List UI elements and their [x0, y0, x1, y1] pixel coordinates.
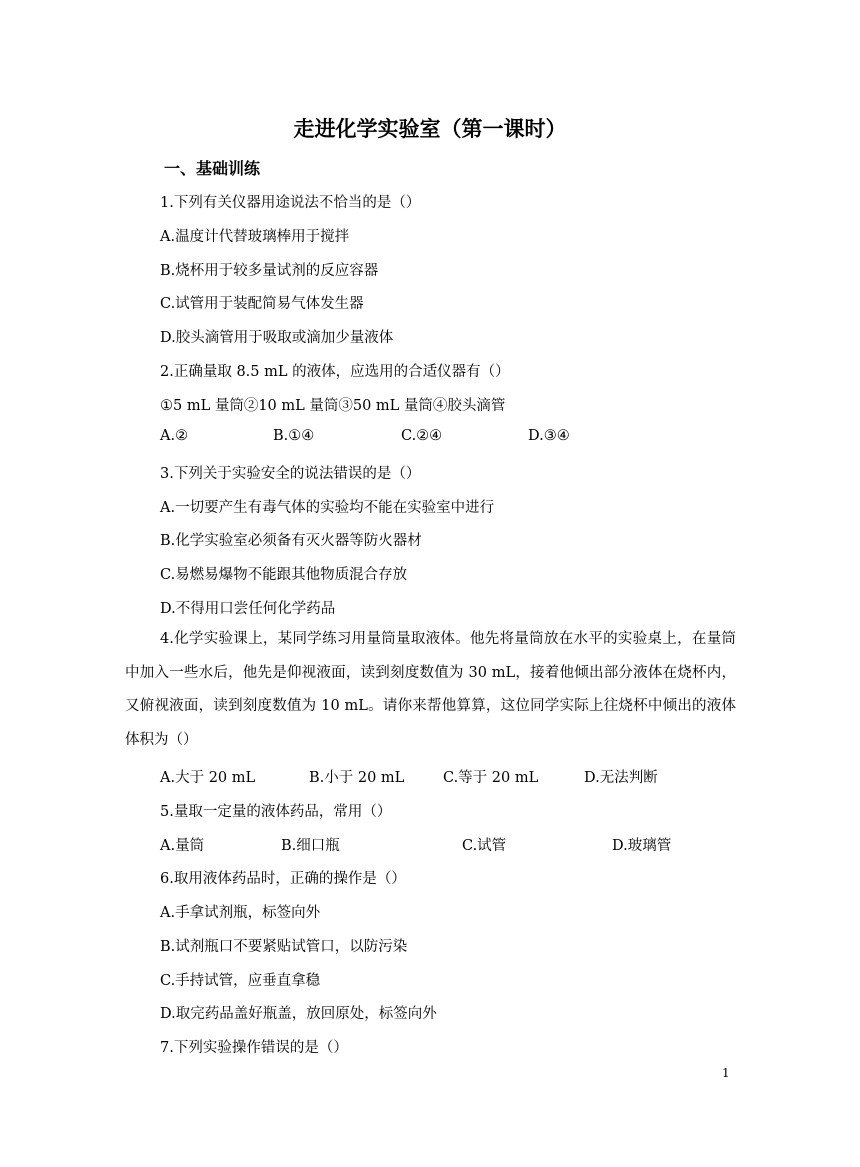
- question-3-option-d: D.不得用口尝任何化学药品: [160, 601, 336, 617]
- question-4-option-d: D.无法判断: [584, 770, 658, 786]
- question-4-option-c: C.等于 20 mL: [443, 770, 539, 786]
- question-6-stem: 6.取用液体药品时，正确的操作是（）: [160, 871, 406, 887]
- question-2-option-d: D.③④: [528, 428, 570, 444]
- question-1-option-a: A.温度计代替玻璃棒用于搅拌: [160, 229, 350, 245]
- page-title: 走进化学实验室（第一课时）: [293, 117, 567, 141]
- question-5-option-b: B.细口瓶: [281, 838, 340, 854]
- question-4-stem: 4.化学实验课上，某同学练习用量筒量取液体。他先将量筒放在水平的实验桌上，在量筒中加入一些水后，他先是仰视液面，读到刻度数值为 30 mL，接着他倾出部分液体在烧杯内，又俯视液面，读到刻度数值为 10 mL。请你来帮他算算，这位同学实际上往烧杯中倾出的液体体积为（）: [125, 631, 736, 749]
- question-2-option-c: C.②④: [401, 428, 443, 444]
- question-6-option-b: B.试剂瓶口不要紧贴试管口，以防污染: [160, 939, 408, 955]
- question-7-stem: 7.下列实验操作错误的是（）: [160, 1040, 348, 1056]
- question-1-option-c: C.试管用于装配简易气体发生器: [160, 296, 364, 312]
- question-1-stem: 1.下列有关仪器用途说法不恰当的是（）: [160, 195, 421, 211]
- question-2-option-a: A.②: [160, 428, 189, 444]
- page-number: 1: [722, 1066, 730, 1080]
- question-2-stem: 2.正确量取 8.5 mL 的液体，应选用的合适仪器有（）: [160, 364, 510, 380]
- question-2-option-b: B.①④: [273, 428, 315, 444]
- question-6-option-a: A.手拿试剂瓶，标签向外: [160, 905, 321, 921]
- question-6-option-c: C.手持试管，应垂直拿稳: [160, 973, 321, 989]
- question-5-option-a: A.量筒: [160, 838, 205, 854]
- question-5-stem: 5.量取一定量的液体药品，常用（）: [160, 804, 392, 820]
- question-3-stem: 3.下列关于实验安全的说法错误的是（）: [160, 466, 421, 482]
- question-6-option-d: D.取完药品盖好瓶盖，放回原处，标签向外: [160, 1006, 437, 1022]
- question-1-option-d: D.胶头滴管用于吸取或滴加少量液体: [160, 330, 394, 346]
- question-3-option-a: A.一切要产生有毒气体的实验均不能在实验室中进行: [160, 500, 495, 516]
- question-4-option-b: B.小于 20 mL: [309, 770, 405, 786]
- question-3-option-b: B.化学实验室必须备有灭火器等防火器材: [160, 533, 422, 549]
- question-2-items: ①5 mL 量筒②10 mL 量筒③50 mL 量筒④胶头滴管: [160, 398, 506, 414]
- question-4-option-a: A.大于 20 mL: [160, 770, 256, 786]
- question-3-option-c: C.易燃易爆物不能跟其他物质混合存放: [160, 567, 408, 583]
- question-1-option-b: B.烧杯用于较多量试剂的反应容器: [160, 263, 379, 279]
- question-5-option-c: C.试管: [462, 838, 507, 854]
- section-heading: 一、基础训练: [164, 159, 261, 178]
- question-5-option-d: D.玻璃管: [612, 838, 672, 854]
